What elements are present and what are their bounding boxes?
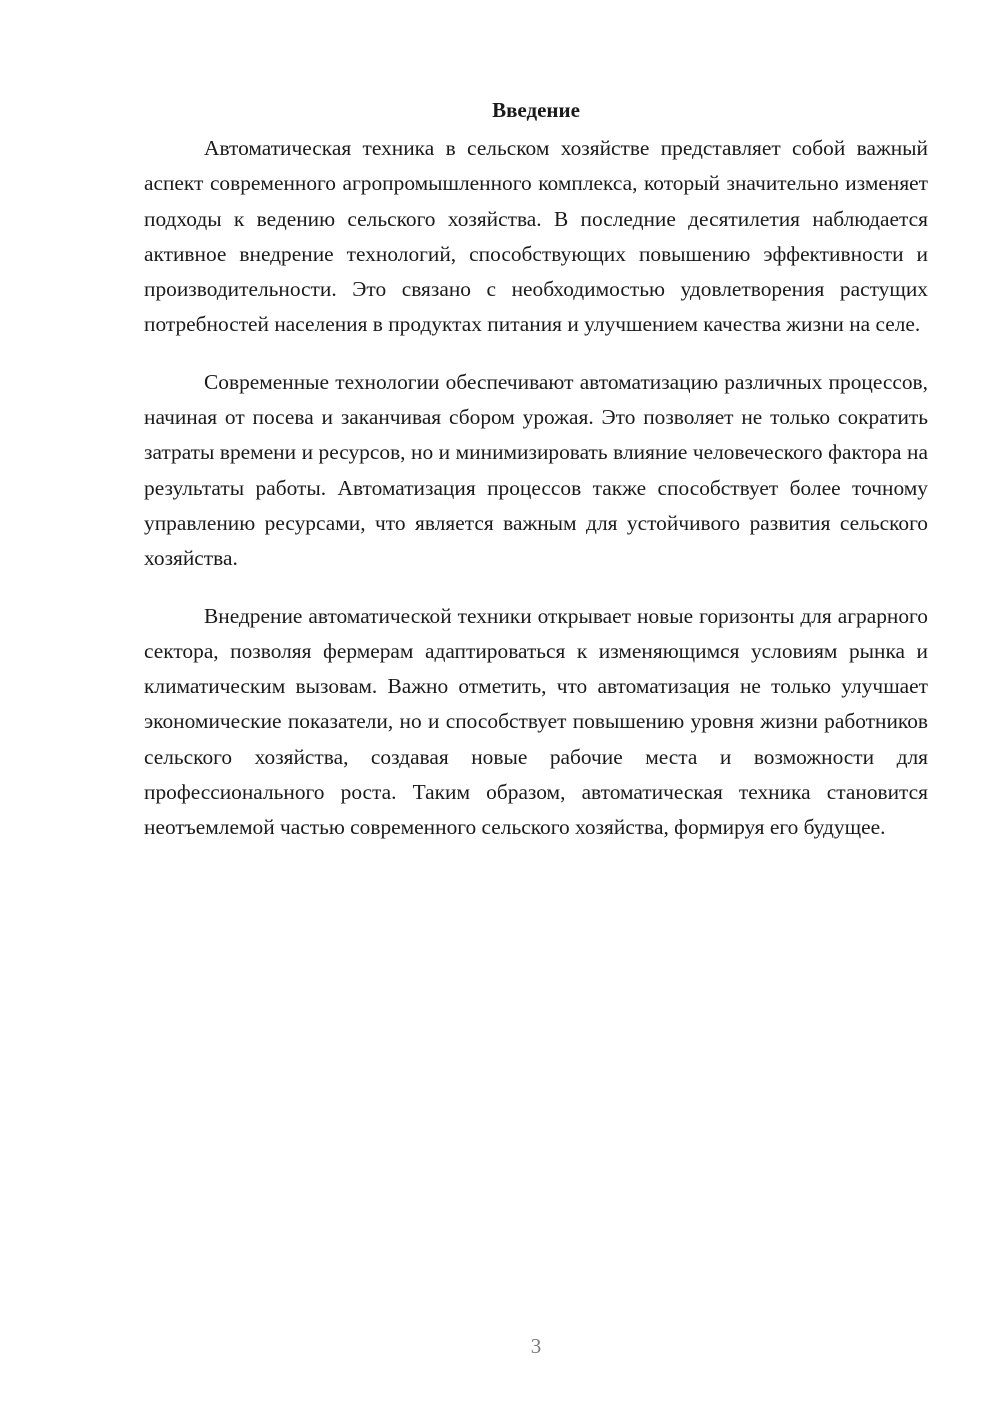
- section-title: Введение: [492, 98, 580, 122]
- paragraph-2: Современные технологии обеспечивают автоматизацию различных процессов, начиная от посева и заканчивая сбором урожая. Это позволяет не только сократить затраты времени и ресурсов, но и минимизировать влияние человеческого фактора на результаты работы. Автоматизация процессов также способствует более точному управлению ресурсами, что является важным для устойчивого развития сельского хозяйства.: [144, 369, 928, 571]
- page-number: 3: [530, 1334, 542, 1358]
- paragraph-1: Автоматическая техника в сельском хозяйстве представляет собой важный аспект современного агропромышленного комплекса, который значительно изменяет подходы к ведению сельского хозяйства. В последние десятилетия наблюдается активное внедрение технологий, способствующих повышению эффективности и производительности. Это связано с необходимостью удовлетворения растущих потребностей населения в продуктах питания и улучшением качества жизни на селе.: [144, 136, 928, 337]
- paragraph-3: Внедрение автоматической техники открывает новые горизонты для аграрного сектора, позволяя фермерам адаптироваться к изменяющимся условиям рынка и климатическим вызовам. Важно отметить, что автоматизация не только улучшает экономические показатели, но и способствует повышению уровня жизни работников сельского хозяйства, создавая новые рабочие места и возможности для профессионального роста. Таким образом, автоматическая техника становится неотъемлемой частью современного сельского хозяйства, формируя его будущее.: [144, 603, 928, 840]
- document-body: [144, 92, 928, 868]
